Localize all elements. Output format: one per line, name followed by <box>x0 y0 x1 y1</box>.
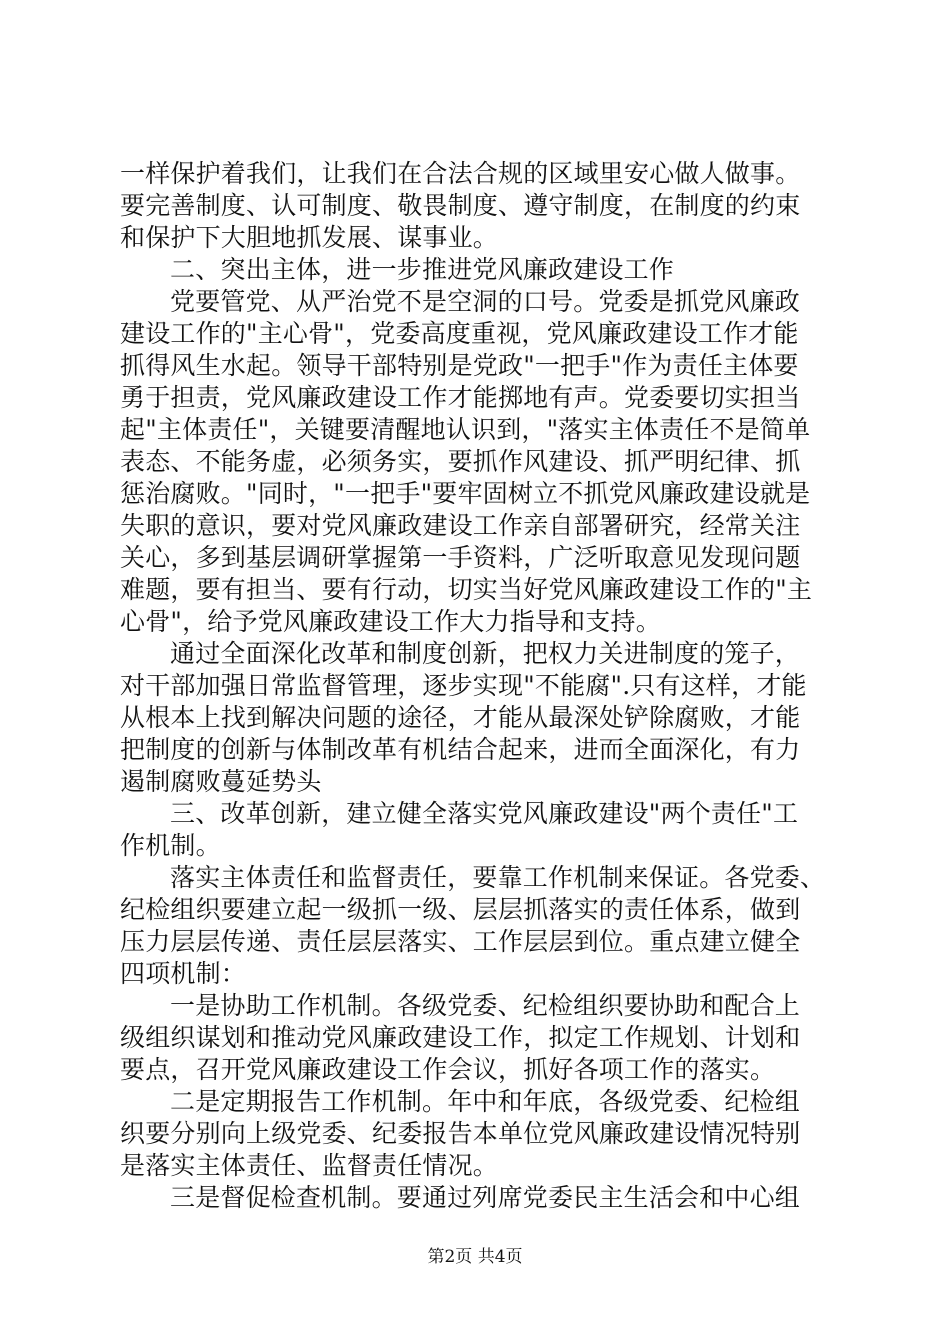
text-line: 作机制。 <box>120 831 221 860</box>
page-number-label: 第2页 共4页 <box>427 1247 523 1267</box>
text-line: 从根本上找到解决问题的途径，才能从最深处铲除腐败，才能 <box>120 703 801 732</box>
text-line: 起"主体责任"，关键要清醒地认识到，"落实主体责任不是简单 <box>120 415 811 444</box>
text-line: 三、改革创新，建立健全落实党风廉政建设"两个责任"工 <box>170 799 799 828</box>
text-line: 一样保护着我们，让我们在合法合规的区域里安心做人做事。 <box>120 159 801 188</box>
text-line: 三是督促检查机制。要通过列席党委民主生活会和中心组 <box>170 1183 801 1212</box>
text-line: 落实主体责任和监督责任，要靠工作机制来保证。各党委、 <box>170 863 826 892</box>
text-line: 难题，要有担当、要有行动，切实当好党风廉政建设工作的"主 <box>120 575 813 604</box>
text-line: 要完善制度、认可制度、敬畏制度、遵守制度，在制度的约束 <box>120 191 801 220</box>
text-line: 四项机制： <box>120 959 247 988</box>
text-line: 表态、不能务虚，必须务实，要抓作风建设、抓严明纪律、抓 <box>120 447 801 476</box>
text-line: 惩治腐败。"同时，"一把手"要牢固树立不抓党风廉政建设就是 <box>120 479 811 508</box>
text-line: 一是协助工作机制。各级党委、纪检组织要协助和配合上 <box>170 991 801 1020</box>
text-line: 和保护下大胆地抓发展、谋事业。 <box>120 223 499 252</box>
text-line: 建设工作的"主心骨"，党委高度重视，党风廉政建设工作才能 <box>120 319 799 348</box>
text-line: 抓得风生水起。领导干部特别是党政"一把手"作为责任主体要 <box>120 351 799 380</box>
text-line: 通过全面深化改革和制度创新，把权力关进制度的笼子， <box>170 639 801 668</box>
text-line: 心骨"，给予党风廉政建设工作大力指导和支持。 <box>120 607 661 636</box>
text-line: 是落实主体责任、监督责任情况。 <box>120 1151 499 1180</box>
page-footer <box>0 1246 950 1268</box>
text-line: 纪检组织要建立起一级抓一级、层层抓落实的责任体系，做到 <box>120 895 801 924</box>
text-line: 勇于担责，党风廉政建设工作才能掷地有声。党委要切实担当 <box>120 383 801 412</box>
document-body <box>120 158 832 1214</box>
text-line: 要点，召开党风廉政建设工作会议，抓好各项工作的落实。 <box>120 1055 776 1084</box>
text-line: 二是定期报告工作机制。年中和年底，各级党委、纪检组 <box>170 1087 801 1116</box>
text-line: 失职的意识，要对党风廉政建设工作亲自部署研究，经常关注 <box>120 511 801 540</box>
text-line: 二、突出主体，进一步推进党风廉政建设工作 <box>170 255 675 284</box>
text-line: 级组织谋划和推动党风廉政建设工作，拟定工作规划、计划和 <box>120 1023 801 1052</box>
text-line: 党要管党、从严治党不是空洞的口号。党委是抓党风廉政 <box>170 287 801 316</box>
text-line: 对干部加强日常监督管理，逐步实现"不能腐".只有这样，才能 <box>120 671 807 700</box>
text-line: 压力层层传递、责任层层落实、工作层层到位。重点建立健全 <box>120 927 801 956</box>
text-line: 关心，多到基层调研掌握第一手资料，广泛听取意见发现问题 <box>120 543 801 572</box>
text-line: 遏制腐败蔓延势头 <box>120 767 322 796</box>
text-line: 织要分别向上级党委、纪委报告本单位党风廉政建设情况特别 <box>120 1119 801 1148</box>
text-line: 把制度的创新与体制改革有机结合起来，进而全面深化，有力 <box>120 735 801 764</box>
